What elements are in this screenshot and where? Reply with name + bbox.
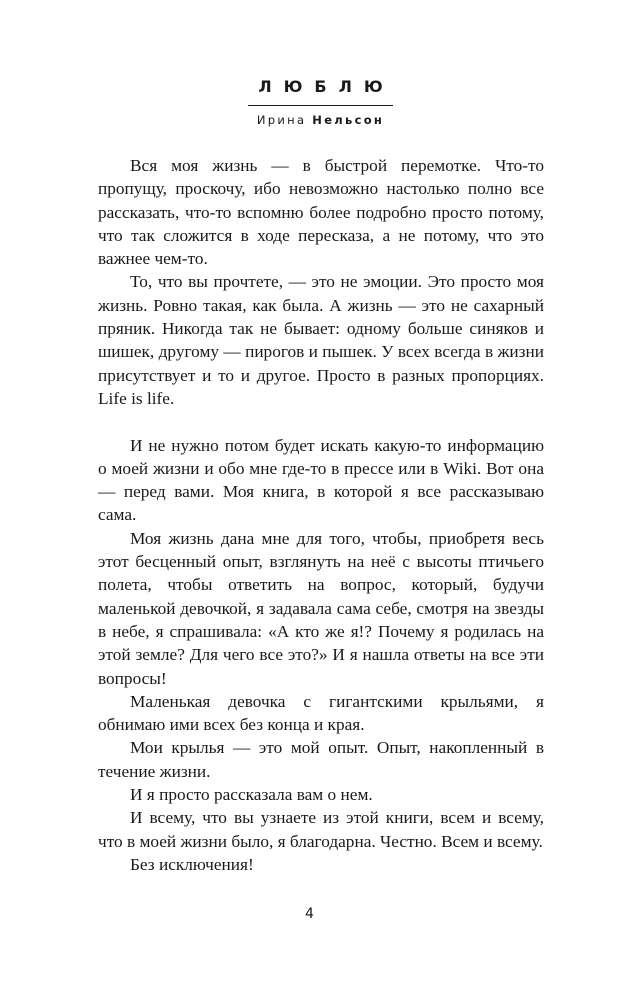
paragraph-6: Мои крылья — это мой опыт. Опыт, накопленный в течение жизни.: [98, 738, 544, 781]
book-title: ЛЮБЛЮ: [258, 77, 395, 96]
paragraph-9: Без исключения!: [130, 854, 254, 874]
paragraph-7: И я просто рассказала вам о нем.: [130, 785, 373, 805]
paragraph-1: Вся моя жизнь — в быстрой перемотке. Что-то пропущу, проскочу, ибо невозможно настолько полно все рассказать, что-то вспомню более подробно просто потому, что так сложится в ходе пересказа, а не потому, что это важнее чем-то.: [98, 156, 544, 269]
author-name: [248, 112, 393, 128]
running-header: [248, 76, 393, 128]
paragraph-8: И всему, что вы узнаете из этой книги, всем и всему, что в моей жизни было, я благодарна. Честно. Всем и всему.: [98, 808, 544, 851]
page-number: 4: [305, 906, 314, 922]
author-first-name: Ирина: [256, 113, 307, 127]
paragraph-5: Маленькая девочка с гигантскими крыльями, я обнимаю ими всех без конца и края.: [98, 691, 544, 735]
body-text: [98, 154, 544, 876]
header-divider: [248, 105, 393, 106]
paragraph-2: То, что вы прочтете, — это не эмоции. Это просто моя жизнь. Ровно такая, как была. А жизнь — это не сахарный пряник. Никогда так не бывает: одному больше синяков и шишек, другому — пирогов и пышек. У всех всегда в жизни присутствует и то и другое. Просто в разных пропорциях. Life is life.: [98, 272, 544, 408]
paragraph-3: И не нужно потом будет искать какую-то информацию о моей жизни и обо мне где-то в прессе или в Wiki. Вот она — перед вами. Моя книга, в которой я все рассказываю сама.: [98, 435, 544, 525]
author-last-name: Нельсон: [312, 113, 385, 127]
paragraph-4: Моя жизнь дана мне для того, чтобы, приобретя весь этот бесценный опыт, взглянуть на неё с высоты птичьего полета, чтобы ответить на вопрос, который, будучи маленькой девочкой, я задавала сама себе, смотря на звезды в небе, я спрашивала: «А кто же я!? Почему я родилась на этой земле? Для чего все это?» И я нашла ответы на все эти вопросы!: [98, 528, 544, 688]
